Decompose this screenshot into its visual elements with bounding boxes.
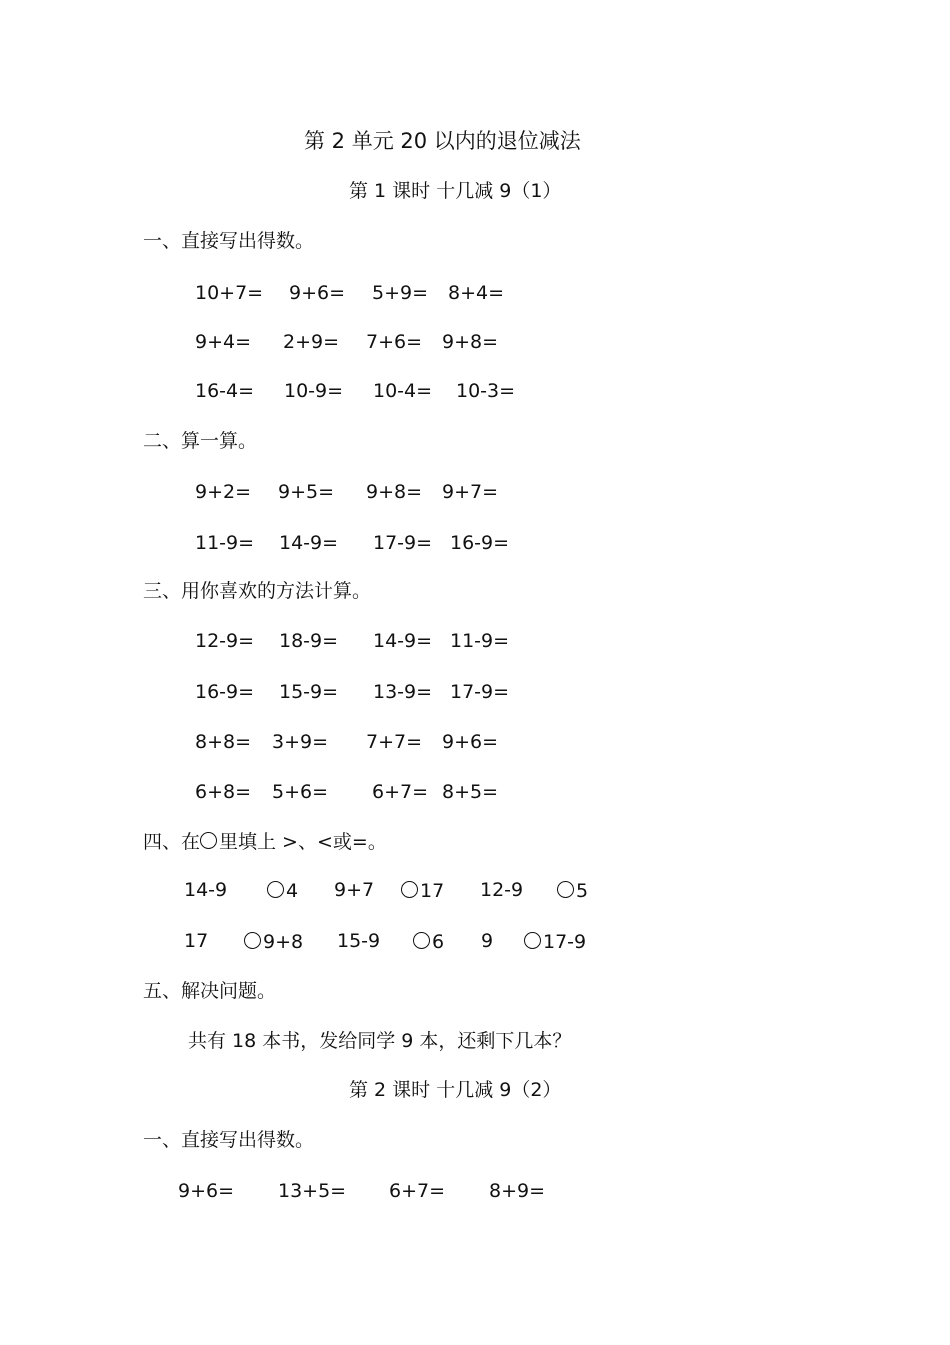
equation: 9+6= — [178, 1180, 235, 1202]
equation: 8+4= — [448, 282, 505, 304]
equation: 10+7= — [195, 282, 264, 304]
equation: 5+6= — [272, 781, 329, 803]
equation: 12-9= — [195, 630, 255, 652]
equation: 9+2= — [195, 481, 252, 503]
equation: 9+4= — [195, 331, 252, 353]
compare-blank[interactable] — [524, 932, 586, 952]
equation: 9+6= — [289, 282, 346, 304]
equation: 16-9= — [195, 681, 255, 703]
equation: 10-4= — [373, 380, 433, 402]
equation: 10-9= — [284, 380, 344, 402]
compare-blank[interactable] — [557, 881, 588, 901]
equation: 16-4= — [195, 380, 255, 402]
equation: 8+5= — [442, 781, 499, 803]
equation: 10-3= — [456, 380, 516, 402]
compare-right: 5 — [576, 880, 589, 902]
equation: 18-9= — [279, 630, 339, 652]
equation: 17-9= — [450, 681, 510, 703]
lesson1-heading: 第 1 课时 十几减 9（1） — [349, 180, 562, 202]
compare-right: 17-9 — [543, 931, 587, 953]
compare-left: 15-9 — [337, 930, 381, 952]
word-problem: 共有 18 本书，发给同学 9 本，还剩下几本？ — [188, 1030, 572, 1052]
compare-blank[interactable] — [244, 932, 303, 952]
lesson1-section4-label — [143, 832, 387, 852]
circle-icon[interactable] — [413, 932, 430, 949]
equation: 11-9= — [450, 630, 510, 652]
compare-left: 9+7 — [334, 879, 375, 901]
compare-left: 9 — [481, 930, 494, 952]
lesson1-section2-label: 二、算一算。 — [143, 430, 258, 452]
equation: 6+7= — [389, 1180, 446, 1202]
equation: 9+7= — [442, 481, 499, 503]
compare-left: 12-9 — [480, 879, 524, 901]
equation: 9+8= — [442, 331, 499, 353]
equation: 9+8= — [366, 481, 423, 503]
compare-right: 17 — [420, 880, 445, 902]
circle-icon[interactable] — [524, 932, 541, 949]
equation: 14-9= — [373, 630, 433, 652]
equation: 13+5= — [278, 1180, 347, 1202]
circle-icon[interactable] — [244, 932, 261, 949]
equation: 9+6= — [442, 731, 499, 753]
equation: 14-9= — [279, 532, 339, 554]
circle-icon — [200, 832, 217, 849]
equation: 13-9= — [373, 681, 433, 703]
equation: 6+7= — [372, 781, 429, 803]
section4-label-pre: 四、在 — [143, 831, 201, 853]
compare-right: 9+8 — [263, 931, 304, 953]
equation: 15-9= — [279, 681, 339, 703]
compare-right: 4 — [286, 880, 299, 902]
equation: 16-9= — [450, 532, 510, 554]
compare-left: 17 — [184, 930, 209, 952]
circle-icon[interactable] — [401, 881, 418, 898]
circle-icon[interactable] — [267, 881, 284, 898]
compare-left: 14-9 — [184, 879, 228, 901]
compare-right: 6 — [432, 931, 445, 953]
equation: 2+9= — [283, 331, 340, 353]
equation: 3+9= — [272, 731, 329, 753]
equation: 8+8= — [195, 731, 252, 753]
circle-icon[interactable] — [557, 881, 574, 898]
equation: 8+9= — [489, 1180, 546, 1202]
lesson1-section5-label: 五、解决问题。 — [143, 980, 277, 1002]
equation: 17-9= — [373, 532, 433, 554]
equation: 5+9= — [372, 282, 429, 304]
unit-title: 第 2 单元 20 以内的退位减法 — [304, 129, 581, 153]
lesson2-heading: 第 2 课时 十几减 9（2） — [349, 1079, 562, 1101]
equation: 6+8= — [195, 781, 252, 803]
compare-blank[interactable] — [267, 881, 298, 901]
equation: 9+5= — [278, 481, 335, 503]
lesson2-section1-label: 一、直接写出得数。 — [143, 1129, 315, 1151]
lesson1-section3-label: 三、用你喜欢的方法计算。 — [143, 580, 372, 602]
equation: 11-9= — [195, 532, 255, 554]
section4-label-post: 里填上 >、<或=。 — [219, 831, 387, 853]
lesson1-section1-label: 一、直接写出得数。 — [143, 230, 315, 252]
equation: 7+6= — [366, 331, 423, 353]
equation: 7+7= — [366, 731, 423, 753]
compare-blank[interactable] — [413, 932, 444, 952]
compare-blank[interactable] — [401, 881, 444, 901]
